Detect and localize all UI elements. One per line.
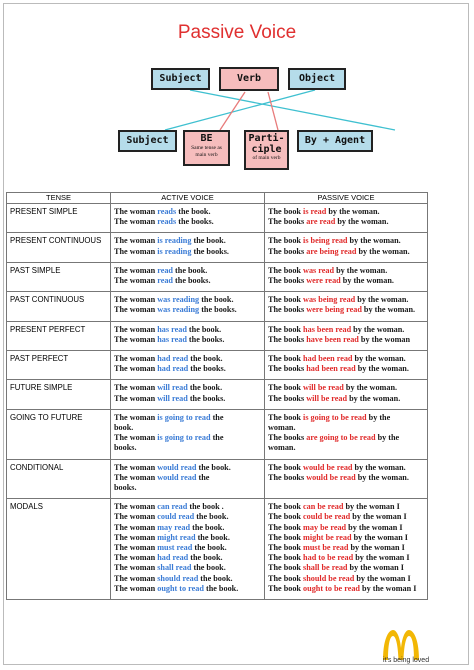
passive-sentence-verb: ought to be read xyxy=(303,583,360,593)
passive-sentence-verb: had been read xyxy=(306,364,356,374)
passive-sentence-pre: The book xyxy=(268,553,304,563)
passive-voice-cell xyxy=(265,204,428,233)
passive-sentence-verb: might be read xyxy=(303,532,352,542)
passive-sentence-verb: may be read xyxy=(303,522,347,532)
tense-name: PRESENT PERFECT xyxy=(7,321,111,350)
passive-sentence-pre: The book xyxy=(268,236,304,246)
active-sentence-post: the book. xyxy=(186,324,222,334)
diagram-agent-label: By + Agent xyxy=(304,135,366,146)
tense-name: PAST CONTINUOUS xyxy=(7,292,111,321)
active-sentence-post: the book. xyxy=(198,573,233,583)
active-sentence xyxy=(114,423,261,433)
passive-sentence-pre: The books xyxy=(268,305,307,315)
active-sentence-verb: will read xyxy=(157,383,188,393)
passive-sentence-pre: The books xyxy=(268,276,307,286)
passive-sentence-verb: would be read xyxy=(306,472,356,482)
active-sentence xyxy=(114,354,261,364)
table-row xyxy=(7,499,428,600)
active-voice-cell xyxy=(111,292,265,321)
passive-sentence-verb: are read xyxy=(306,217,336,227)
active-sentence xyxy=(114,543,261,553)
active-sentence xyxy=(114,463,261,473)
table-body xyxy=(7,204,428,600)
passive-sentence-pre: The book xyxy=(268,522,304,532)
active-sentence-pre: The woman xyxy=(114,364,158,374)
active-sentence-pre: The woman xyxy=(114,334,158,344)
active-sentence xyxy=(114,276,261,286)
active-sentence-pre: The woman xyxy=(114,295,158,305)
table-row xyxy=(7,351,428,380)
passive-sentence-verb: can be read xyxy=(303,502,344,512)
passive-sentence-post: by the woman I xyxy=(348,543,405,553)
active-sentence-verb: could read xyxy=(157,512,195,522)
active-sentence-verb: has read xyxy=(157,324,187,334)
active-sentence-verb: was reading xyxy=(157,295,200,305)
active-sentence xyxy=(114,523,261,533)
active-sentence-pre: The woman xyxy=(114,583,158,593)
passive-sentence-pre: The book xyxy=(268,295,304,305)
passive-sentence-verb: was being read xyxy=(303,295,356,305)
active-sentence xyxy=(114,533,261,543)
active-sentence-verb: has read xyxy=(157,334,187,344)
passive-sentence-post: by the woman. xyxy=(355,472,409,482)
active-sentence xyxy=(114,364,261,374)
passive-sentence-post: by the woman. xyxy=(352,462,406,472)
active-sentence-pre: The woman xyxy=(114,563,158,573)
passive-sentence-verb: must be read xyxy=(303,543,349,553)
active-sentence-pre: The woman xyxy=(114,462,158,472)
active-sentence-pre: The woman xyxy=(114,217,158,227)
active-sentence-pre: The woman xyxy=(114,522,158,532)
active-sentence-pre: The woman xyxy=(114,532,158,542)
active-sentence xyxy=(114,383,261,393)
passive-sentence-pre: The book xyxy=(268,265,304,275)
passive-sentence xyxy=(268,553,424,563)
active-sentence-pre: The woman xyxy=(114,354,158,364)
active-sentence-verb: had read xyxy=(157,354,189,364)
active-sentence-pre: The woman xyxy=(114,553,158,563)
active-sentence xyxy=(114,305,261,315)
active-sentence-verb: may read xyxy=(157,522,191,532)
tense-name: GOING TO FUTURE xyxy=(7,409,111,459)
active-sentence-verb: must read xyxy=(157,543,193,553)
passive-sentence xyxy=(268,563,424,573)
table-header-row xyxy=(7,193,428,204)
active-sentence-verb: will read xyxy=(157,393,188,403)
passive-sentence-pre: The book xyxy=(268,573,304,583)
passive-sentence-pre: The book xyxy=(268,563,304,573)
passive-sentence-verb: has been read xyxy=(303,324,352,334)
passive-voice-cell xyxy=(265,499,428,600)
diagram-be-note: Same tense as main verb xyxy=(191,145,222,158)
active-sentence-pre: The woman xyxy=(114,236,158,246)
active-sentence-pre: The woman xyxy=(114,433,158,443)
active-sentence xyxy=(114,335,261,345)
passive-sentence xyxy=(268,276,424,286)
passive-sentence-verb: is being read xyxy=(303,236,348,246)
passive-sentence-post: by the woman. xyxy=(352,354,406,364)
active-voice-cell xyxy=(111,499,265,600)
active-sentence-post: the books. xyxy=(188,364,226,374)
active-sentence xyxy=(114,563,261,573)
passive-sentence-verb: would be read xyxy=(303,462,353,472)
active-sentence-post: the xyxy=(210,433,224,443)
passive-sentence xyxy=(268,383,424,393)
active-sentence xyxy=(114,502,261,512)
active-sentence-pre: The woman xyxy=(114,246,158,256)
passive-sentence-pre: The book xyxy=(268,583,304,593)
passive-sentence-post: by the woman. xyxy=(343,383,398,393)
active-sentence-verb: had read xyxy=(157,553,189,563)
active-sentence-verb: reads xyxy=(157,217,177,227)
active-sentence-post: the book. xyxy=(194,512,229,522)
diagram-passive-subject-label: Subject xyxy=(126,135,169,146)
active-sentence-verb: is reading xyxy=(157,236,192,246)
passive-voice-cell xyxy=(265,233,428,262)
passive-sentence xyxy=(268,523,424,533)
passive-sentence-post: by the woman. xyxy=(356,246,410,256)
passive-sentence-verb: should be read xyxy=(303,573,355,583)
tense-name: PAST SIMPLE xyxy=(7,262,111,291)
active-sentence xyxy=(114,236,261,246)
passive-sentence-post: by the woman xyxy=(358,334,411,344)
passive-sentence-verb: will be read xyxy=(306,393,348,403)
active-sentence xyxy=(114,247,261,257)
table-row xyxy=(7,262,428,291)
active-sentence-post: the books. xyxy=(173,276,211,286)
passive-sentence-post: by the xyxy=(375,433,400,443)
passive-sentence-pre: The books xyxy=(268,433,307,443)
active-sentence-verb: would read xyxy=(157,462,197,472)
passive-sentence-pre: The book xyxy=(268,324,304,334)
passive-sentence-verb: had to be read xyxy=(303,553,354,563)
active-sentence-post: the books. xyxy=(176,217,214,227)
active-sentence-verb: can read xyxy=(157,502,188,512)
diagram-participle-note: of main verb xyxy=(252,155,281,161)
active-sentence-post: the book. xyxy=(176,207,211,216)
passive-sentence-post: by the woman. xyxy=(347,393,401,403)
diagram-active-verb-label: Verb xyxy=(236,73,262,84)
passive-sentence xyxy=(268,335,424,345)
passive-sentence-pre: The book xyxy=(268,412,304,422)
passive-sentence-pre: The book xyxy=(268,354,304,364)
tense-name: MODALS xyxy=(7,499,111,600)
passive-sentence-pre: The book xyxy=(268,532,304,542)
passive-sentence-post: by the woman. xyxy=(340,276,394,286)
tense-name: PRESENT CONTINUOUS xyxy=(7,233,111,262)
active-sentence-post: the book. xyxy=(190,522,225,532)
diagram-passive-subject-box xyxy=(118,130,177,152)
active-sentence-verb: would read xyxy=(157,472,197,482)
active-sentence-post: the books. xyxy=(199,305,237,315)
passive-sentence-pre: The book xyxy=(268,512,304,522)
active-sentence-post: the books. xyxy=(191,246,229,256)
active-sentence-pre: The woman xyxy=(114,305,158,315)
table-row xyxy=(7,409,428,459)
active-sentence-post: the book. xyxy=(191,563,226,573)
diagram-active-object-label: Object xyxy=(298,73,336,84)
active-sentence xyxy=(114,295,261,305)
passive-sentence xyxy=(268,364,424,374)
active-sentence-verb: was reading xyxy=(157,305,200,315)
passive-sentence-verb: was read xyxy=(303,265,335,275)
passive-sentence-post: by the woman I xyxy=(351,532,408,542)
active-sentence-verb: read xyxy=(157,276,173,286)
tense-table xyxy=(6,192,428,600)
active-sentence-verb: ought to read xyxy=(157,583,204,593)
passive-sentence xyxy=(268,217,424,227)
active-sentence xyxy=(114,584,261,594)
active-sentence-pre: The woman xyxy=(114,276,158,286)
passive-sentence-pre: The books xyxy=(268,393,307,403)
active-sentence-pre: The woman xyxy=(114,512,158,522)
active-sentence-pre: The woman xyxy=(114,412,158,422)
passive-sentence-post: by the woman. xyxy=(335,217,389,227)
passive-voice-cell xyxy=(265,351,428,380)
active-sentence xyxy=(114,443,261,453)
passive-sentence xyxy=(268,433,424,443)
passive-sentence-verb: are being read xyxy=(306,246,357,256)
active-sentence xyxy=(114,207,261,217)
passive-sentence xyxy=(268,295,424,305)
active-voice-cell xyxy=(111,459,265,499)
passive-sentence-pre: The books xyxy=(268,246,307,256)
active-sentence-post: the book. xyxy=(203,583,239,593)
diagram-active-subject-box xyxy=(151,68,210,90)
table-row xyxy=(7,292,428,321)
active-sentence xyxy=(114,394,261,404)
active-sentence-post: the book. xyxy=(188,354,223,364)
passive-sentence xyxy=(268,247,424,257)
table-row xyxy=(7,459,428,499)
passive-sentence xyxy=(268,502,424,512)
active-sentence xyxy=(114,433,261,443)
active-sentence-pre: book. xyxy=(114,423,134,433)
active-sentence-pre: The woman xyxy=(114,207,158,216)
passive-sentence-post: by the woman. xyxy=(361,305,416,315)
active-sentence xyxy=(114,553,261,563)
passive-sentence-verb: had been read xyxy=(303,354,353,364)
passive-sentence-post: by the woman I xyxy=(353,553,410,563)
passive-voice-cell xyxy=(265,409,428,459)
passive-voice-cell xyxy=(265,321,428,350)
passive-sentence-pre: The books xyxy=(268,217,307,227)
passive-sentence-verb: were being read xyxy=(306,305,362,315)
passive-sentence-verb: is going to be read xyxy=(303,412,367,422)
passive-sentence-pre: The books xyxy=(268,472,307,482)
active-sentence-pre: The woman xyxy=(114,393,158,403)
passive-sentence-post: by the woman I xyxy=(346,522,403,532)
passive-sentence-post: by the woman. xyxy=(351,324,405,334)
active-sentence-post: the book. xyxy=(173,265,208,275)
passive-sentence-pre: The books xyxy=(268,334,307,344)
passive-sentence xyxy=(268,394,424,404)
tense-name: PRESENT SIMPLE xyxy=(7,204,111,233)
passive-voice-cell xyxy=(265,459,428,499)
active-sentence xyxy=(114,413,261,423)
diagram-agent-box xyxy=(297,130,373,152)
passive-sentence-post: by the woman. xyxy=(355,364,409,374)
passive-sentence-pre: The book xyxy=(268,502,304,512)
passive-sentence xyxy=(268,543,424,553)
active-sentence xyxy=(114,266,261,276)
table-row xyxy=(7,380,428,409)
passive-sentence xyxy=(268,413,424,423)
diagram-active-object-box xyxy=(288,68,346,90)
active-sentence xyxy=(114,483,261,493)
passive-sentence-pre: The book xyxy=(268,383,304,393)
passive-sentence-verb: shall be read xyxy=(303,563,348,573)
header-passive-voice: PASSIVE VOICE xyxy=(265,193,428,204)
active-sentence-post: the book. xyxy=(199,295,234,305)
logo-slogan: it's being loved xyxy=(383,657,430,664)
diagram-be-label: BE xyxy=(200,133,213,144)
page-title: Passive Voice xyxy=(177,22,297,43)
tense-name: FUTURE SIMPLE xyxy=(7,380,111,409)
active-sentence-post: the book . xyxy=(187,502,224,512)
active-sentence-verb: should read xyxy=(157,573,199,583)
passive-sentence-verb: have been read xyxy=(306,334,359,344)
active-sentence-verb: read xyxy=(157,265,173,275)
passive-sentence-post: by the woman I xyxy=(354,573,411,583)
passive-sentence-verb: are going to be read xyxy=(306,433,376,443)
active-sentence-pre: The woman xyxy=(114,502,158,512)
passive-sentence xyxy=(268,236,424,246)
passive-sentence xyxy=(268,533,424,543)
active-sentence-pre: The woman xyxy=(114,383,158,393)
passive-sentence xyxy=(268,266,424,276)
passive-sentence-post: by the woman I xyxy=(347,563,404,573)
passive-voice-cell xyxy=(265,262,428,291)
active-sentence-verb: reads xyxy=(157,207,177,216)
active-sentence-verb: is reading xyxy=(157,246,192,256)
active-voice-cell xyxy=(111,204,265,233)
active-sentence-verb: might read xyxy=(157,532,196,542)
header-tense: TENSE xyxy=(7,193,111,204)
passive-sentence xyxy=(268,473,424,483)
header-active-voice: ACTIVE VOICE xyxy=(111,193,265,204)
active-sentence xyxy=(114,217,261,227)
active-sentence-pre: The woman xyxy=(114,573,158,583)
passive-sentence xyxy=(268,354,424,364)
active-voice-cell xyxy=(111,351,265,380)
active-sentence-pre: The woman xyxy=(114,324,158,334)
active-sentence-pre: The woman xyxy=(114,265,158,275)
active-voice-cell xyxy=(111,233,265,262)
passive-sentence xyxy=(268,423,424,433)
passive-sentence xyxy=(268,584,424,594)
passive-sentence-verb: is read xyxy=(303,207,327,216)
passive-sentence-pre: The books xyxy=(268,364,307,374)
passive-sentence xyxy=(268,512,424,522)
diagram-active-verb-box xyxy=(219,67,279,91)
active-sentence xyxy=(114,473,261,483)
passive-voice-cell xyxy=(265,380,428,409)
diagram-active-subject-label: Subject xyxy=(159,73,202,84)
tense-name: PAST PERFECT xyxy=(7,351,111,380)
diagram-participle-label: Parti-ciple xyxy=(248,133,285,155)
diagram-connector-lines xyxy=(0,0,474,192)
table-row xyxy=(7,321,428,350)
active-sentence-post: the xyxy=(210,412,224,422)
active-sentence-verb: had read xyxy=(157,364,189,374)
passive-sentence-pre: woman. xyxy=(268,443,296,453)
passive-sentence-pre: woman. xyxy=(268,423,296,433)
passive-sentence xyxy=(268,305,424,315)
active-sentence-verb: shall read xyxy=(157,563,192,573)
passive-sentence-post: by the woman. xyxy=(326,207,380,216)
passive-sentence-verb: were read xyxy=(306,276,341,286)
tense-name: CONDITIONAL xyxy=(7,459,111,499)
active-sentence xyxy=(114,512,261,522)
passive-sentence-post: by the woman. xyxy=(355,295,409,305)
passive-sentence xyxy=(268,574,424,584)
active-sentence-post: the book. xyxy=(196,462,231,472)
passive-sentence-pre: The book xyxy=(268,543,304,553)
active-voice-cell xyxy=(111,321,265,350)
table-row xyxy=(7,233,428,262)
active-sentence-pre: The woman xyxy=(114,472,158,482)
passive-sentence-post: by the woman I xyxy=(343,502,400,512)
active-sentence-post: the book. xyxy=(192,543,227,553)
active-sentence-post: the book. xyxy=(187,383,223,393)
passive-sentence-pre: The book xyxy=(268,207,304,216)
passive-sentence xyxy=(268,325,424,335)
active-sentence-post: the book. xyxy=(191,236,226,246)
active-sentence-pre: The woman xyxy=(114,543,158,553)
active-sentence xyxy=(114,574,261,584)
active-sentence-post: the book. xyxy=(195,532,230,542)
active-sentence-pre: books. xyxy=(114,443,137,453)
passive-sentence-post: by the woman I xyxy=(350,512,407,522)
active-sentence-post: the xyxy=(196,472,210,482)
active-sentence xyxy=(114,325,261,335)
active-sentence-verb: is going to read xyxy=(157,412,211,422)
active-voice-cell xyxy=(111,409,265,459)
passive-sentence xyxy=(268,463,424,473)
active-sentence-post: the books. xyxy=(187,393,226,403)
diagram-participle-box xyxy=(244,130,289,170)
passive-sentence-verb: will be read xyxy=(303,383,344,393)
active-sentence-verb: is going to read xyxy=(157,433,211,443)
table-row xyxy=(7,204,428,233)
passive-sentence-post: by the xyxy=(366,412,391,422)
diagram-be-box xyxy=(183,130,230,166)
active-sentence-pre: books. xyxy=(114,483,137,493)
active-voice-cell xyxy=(111,262,265,291)
passive-sentence xyxy=(268,207,424,217)
active-sentence-post: the book. xyxy=(188,553,223,563)
passive-sentence-post: by the woman I xyxy=(359,583,417,593)
active-voice-cell xyxy=(111,380,265,409)
passive-sentence-post: by the woman. xyxy=(347,236,401,246)
active-sentence-post: the books. xyxy=(186,334,225,344)
passive-sentence-pre: The book xyxy=(268,462,304,472)
passive-sentence-verb: could be read xyxy=(303,512,351,522)
passive-sentence-post: by the woman. xyxy=(334,265,388,275)
passive-voice-cell xyxy=(265,292,428,321)
passive-sentence xyxy=(268,443,424,453)
